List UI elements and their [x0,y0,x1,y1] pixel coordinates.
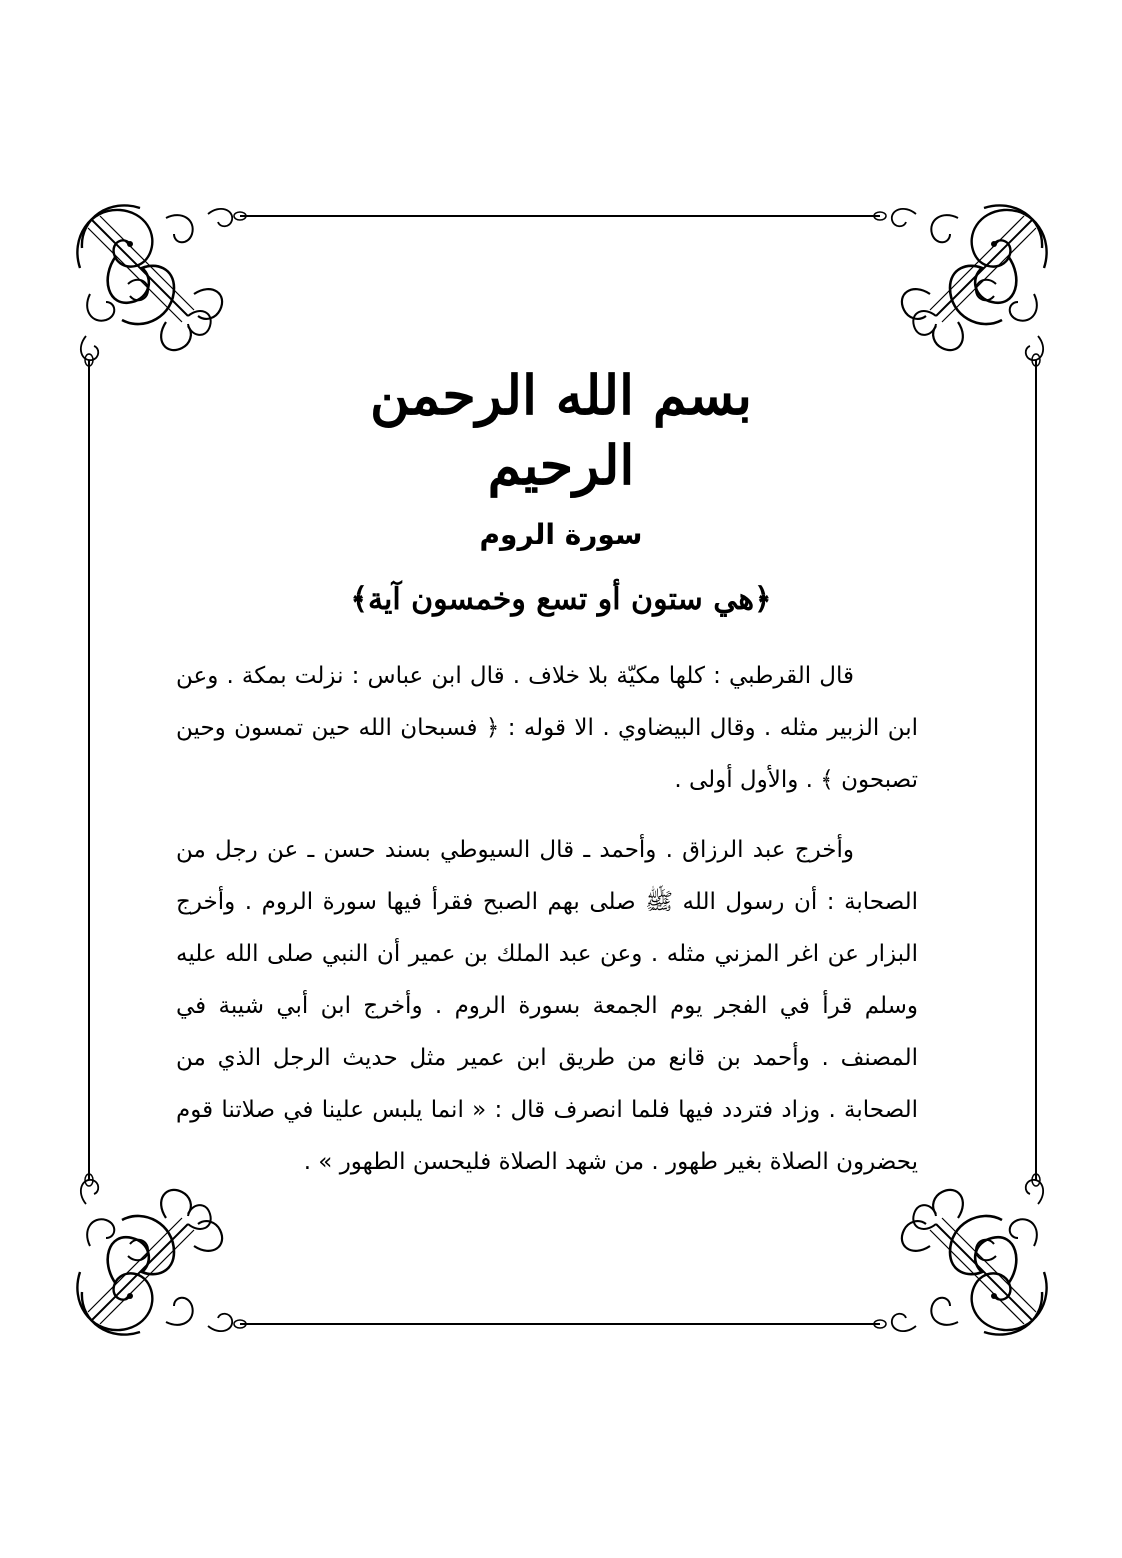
basmala-heading: بسم الله الرحمن الرحيم [370,363,752,498]
paragraph: قال القرطبي : كلها مكيّة بلا خلاف . قال ابن عباس : نزلت بمكة . وعن ابن الزبير مثله . وقال البيضاوي . الا قوله : ﴿ فسبحان الله حين تمسون وحين تصبحون ﴾ . والأول أولى . [176,663,918,793]
corner-ornament-top-right [892,205,1047,360]
surah-title: سورة الروم [479,518,643,551]
paragraph: وأخرج عبد الرزاق . وأحمد ـ قال السيوطي بسند حسن ـ عن رجل من الصحابة : أن رسول الله ﷺ صلى بهم الصبح فقرأ فيها سورة الروم . وأخرج البزار عن اغر المزني مثله . وعن عبد الملك بن عمير أن النبي صلى الله عليه وسلم قرأ في الفجر يوم الجمعة بسورة الروم . وأخرج ابن أبي شيبة في المصنف . وأحمد بن قانع من طريق ابن عمير مثل حديث الرجل الذي من الصحابة . وزاد فتردد فيها فلما انصرف قال : « انما يلبس علينا في صلاتنا قوم يحضرون الصلاة بغير طهور . من شهد الصلاة فليحسن الطهور » . [176,837,918,1175]
commentary-text [176,650,918,1206]
corner-ornament-top-left [77,205,232,360]
verse-count: ﴿هي ستون أو تسع وخمسون آية﴾ [350,582,772,617]
